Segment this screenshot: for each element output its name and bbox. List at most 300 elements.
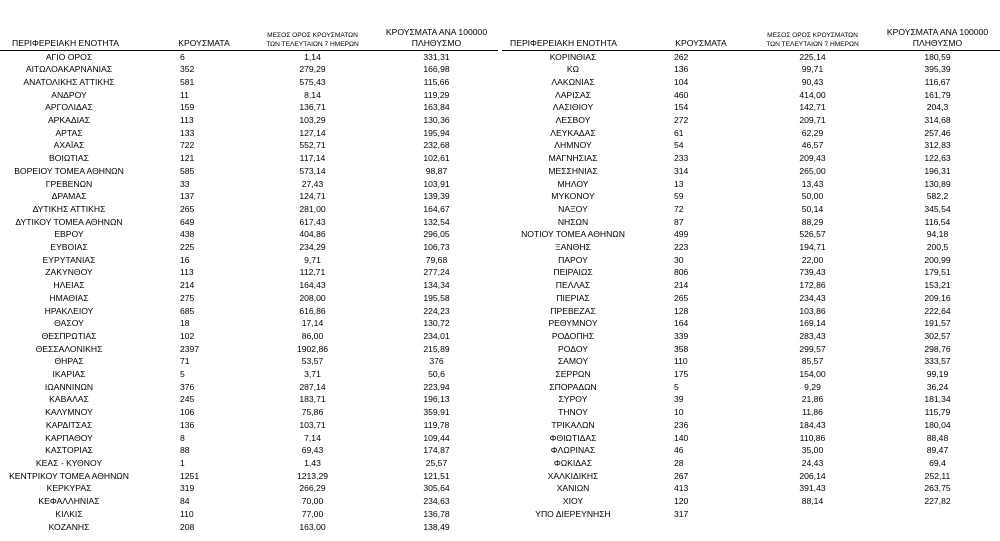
per-100k-cell: 234,01 — [423, 330, 450, 341]
region-cell: ΘΕΣΣΑΛΟΝΙΚΗΣ — [35, 343, 103, 354]
region-cell: ΡΕΘΥΜΝΟΥ — [548, 318, 598, 329]
cases-cell: 319 — [180, 483, 195, 494]
per-100k-cell: 116,54 — [924, 216, 951, 227]
per-100k-cell: 122,63 — [924, 153, 951, 164]
cases-cell: 61 — [674, 127, 684, 138]
per-100k-cell: 333,57 — [924, 356, 951, 367]
cases-cell: 140 — [674, 432, 689, 443]
per-100k-cell: 223,94 — [423, 381, 450, 392]
avg-7-days-cell: 552,71 — [299, 140, 326, 151]
table-row — [502, 228, 1000, 241]
per-100k-cell: 115,66 — [423, 76, 450, 87]
table-row — [0, 355, 498, 368]
avg-7-days-cell: 99,71 — [801, 64, 824, 75]
region-cell: ΧΙΟΥ — [562, 496, 584, 507]
table-row — [502, 165, 1000, 178]
cases-cell: 262 — [674, 51, 689, 62]
per-100k-cell: 79,68 — [425, 254, 448, 265]
region-cell: ΦΩΚΙΔΑΣ — [553, 458, 593, 468]
table-row — [502, 330, 1000, 343]
region-cell: ΚΑΣΤΟΡΙΑΣ — [45, 445, 93, 456]
table-row — [0, 470, 498, 483]
cases-cell: 46 — [674, 445, 684, 456]
region-cell: ΘΗΡΑΣ — [54, 356, 84, 367]
table-row — [0, 127, 498, 140]
per-100k-cell: 359,91 — [423, 407, 450, 418]
region-cell: ΝΟΤΙΟΥ ΤΟΜΕΑ ΑΘΗΝΩΝ — [521, 229, 625, 240]
table-row — [0, 343, 498, 356]
per-100k-cell: 106,73 — [423, 242, 450, 253]
table-row — [0, 317, 498, 330]
avg-7-days-cell: 53,57 — [301, 356, 324, 367]
avg-7-days-cell: 283,43 — [799, 330, 826, 341]
region-cell: ΑΝΑΤΟΛΙΚΗΣ ΑΤΤΙΚΗΣ — [23, 76, 115, 87]
per-100k-cell: 153,21 — [924, 280, 951, 291]
avg-7-days-cell: 24,43 — [801, 458, 824, 468]
region-cell: ΚΩ — [566, 64, 580, 75]
avg-7-days-cell: 234,43 — [799, 292, 826, 303]
avg-7-days-cell: 88,29 — [801, 216, 824, 227]
per-100k-cell: 130,89 — [924, 178, 951, 189]
region-cell: ΡΟΔΟΥ — [558, 343, 588, 354]
region-cell: ΑΓΙΟ ΟΡΟΣ — [45, 51, 93, 62]
table-row — [0, 152, 498, 165]
per-100k-cell: 130,36 — [423, 115, 450, 126]
avg-7-days-cell: 75,86 — [301, 407, 324, 418]
cases-cell: 128 — [674, 305, 689, 316]
table-row — [502, 139, 1000, 152]
per-100k-cell: 132,54 — [423, 216, 450, 227]
per-100k-cell: 25,57 — [425, 458, 448, 468]
cases-cell: 413 — [674, 483, 689, 494]
table-row — [502, 50, 1000, 63]
table-row — [0, 101, 498, 114]
table-row — [502, 292, 1000, 305]
per-100k-cell: 174,87 — [423, 445, 450, 456]
cases-cell: 106 — [180, 407, 195, 418]
region-cell: ΑΧΑΪΑΣ — [53, 140, 85, 151]
table-row — [0, 495, 498, 508]
header-avg-7-days — [750, 0, 875, 50]
cases-cell: 499 — [674, 229, 689, 240]
avg-7-days-cell: 142,71 — [799, 102, 826, 113]
region-cell: ΚΕΡΚΥΡΑΣ — [46, 483, 92, 494]
region-cell: ΧΑΛΚΙΔΙΚΗΣ — [547, 470, 599, 481]
table-row — [502, 254, 1000, 267]
table-row — [502, 482, 1000, 495]
table-row — [502, 178, 1000, 191]
cases-cell: 18 — [180, 318, 190, 329]
region-cell: ΕΒΡΟΥ — [54, 229, 84, 240]
avg-7-days-cell: 1213,29 — [296, 470, 329, 481]
per-100k-cell: 224,23 — [423, 305, 450, 316]
cases-cell: 2397 — [180, 343, 200, 354]
cases-cell: 5 — [674, 381, 679, 392]
right-table-panel — [502, 0, 1000, 521]
region-cell: ΗΜΑΘΙΑΣ — [49, 292, 89, 303]
table-row — [0, 508, 498, 521]
cases-cell: 136 — [674, 64, 689, 75]
table-row — [502, 432, 1000, 445]
avg-7-days-cell: 103,71 — [299, 419, 326, 430]
table-row — [0, 457, 498, 470]
region-cell: ΝΑΞΟΥ — [558, 203, 588, 214]
region-cell: ΚΑΛΥΜΝΟΥ — [45, 407, 93, 418]
cases-cell: 265 — [180, 203, 195, 214]
per-100k-cell — [875, 508, 1000, 521]
region-cell: ΘΕΣΠΡΩΤΙΑΣ — [41, 330, 97, 341]
cases-cell: 113 — [180, 115, 194, 126]
per-100k-cell: 139,39 — [423, 191, 450, 202]
header-row — [502, 0, 1000, 50]
per-100k-cell: 209,16 — [924, 292, 951, 303]
table-row — [0, 203, 498, 216]
per-100k-cell: 109,44 — [423, 432, 450, 443]
per-100k-cell: 200,5 — [926, 242, 949, 253]
cases-table-left — [0, 0, 498, 533]
region-cell: ΛΗΜΝΟΥ — [554, 140, 592, 151]
per-100k-cell: 296,05 — [423, 229, 450, 240]
region-cell: ΛΑΡΙΣΑΣ — [555, 89, 591, 100]
cases-cell: 71 — [180, 356, 190, 367]
avg-7-days-cell: 112,71 — [299, 267, 326, 278]
table-row — [502, 305, 1000, 318]
cases-cell: 84 — [180, 496, 190, 507]
avg-7-days-cell: 154,00 — [799, 369, 826, 380]
avg-7-days-cell: 526,57 — [799, 229, 826, 240]
avg-7-days-cell: 194,71 — [799, 242, 826, 253]
cases-cell: 120 — [674, 496, 689, 507]
per-100k-cell: 305,64 — [423, 483, 450, 494]
region-cell: ΜΑΓΝΗΣΙΑΣ — [548, 153, 598, 164]
cases-cell: 10 — [674, 407, 684, 418]
header-per-line1: ΚΡΟΥΣΜΑΤΑ ΑΝΑ 100000 — [385, 26, 488, 37]
header-per-line1: ΚΡΟΥΣΜΑΤΑ ΑΝΑ 100000 — [886, 26, 989, 37]
region-cell: ΠΑΡΟΥ — [558, 254, 588, 265]
cases-cell: 5 — [180, 369, 185, 380]
avg-7-days-cell: 391,43 — [799, 483, 826, 494]
per-100k-cell: 136,78 — [423, 508, 450, 519]
table-row — [0, 50, 498, 63]
region-cell: ΤΗΝΟΥ — [558, 407, 588, 418]
cases-cell: 225 — [180, 242, 195, 253]
cases-cell: 39 — [674, 394, 684, 405]
per-100k-cell: 222,64 — [924, 305, 951, 316]
table-row — [502, 343, 1000, 356]
table-row — [0, 63, 498, 76]
cases-cell: 133 — [180, 127, 195, 138]
cases-cell: 460 — [674, 89, 689, 100]
per-100k-cell: 99,19 — [926, 369, 949, 380]
header-per-100k — [375, 0, 498, 50]
region-cell: ΛΑΚΩΝΙΑΣ — [551, 76, 595, 87]
per-100k-cell: 119,78 — [423, 419, 450, 430]
per-100k-cell: 179,51 — [924, 267, 951, 278]
region-cell: ΦΛΩΡΙΝΑΣ — [550, 445, 596, 456]
header-per-line2: ΠΛΗΘΥΣΜΟ — [411, 37, 462, 48]
per-100k-cell: 134,34 — [423, 280, 450, 291]
table-row — [0, 254, 498, 267]
per-100k-cell: 116,67 — [924, 76, 951, 87]
table-row — [0, 305, 498, 318]
avg-7-days-cell: 22,00 — [801, 254, 824, 265]
cases-cell: 339 — [674, 330, 689, 341]
table-row — [502, 406, 1000, 419]
region-cell: ΑΝΔΡΟΥ — [51, 89, 87, 100]
per-100k-cell: 277,24 — [423, 267, 450, 278]
region-cell: ΝΗΣΩΝ — [557, 216, 589, 227]
table-row — [502, 89, 1000, 102]
left-table-body — [0, 50, 498, 533]
avg-7-days-cell: 13,43 — [801, 178, 824, 189]
cases-cell: 59 — [674, 191, 684, 202]
avg-7-days-cell: 90,43 — [801, 76, 824, 87]
cases-cell: 272 — [674, 115, 689, 126]
per-100k-cell: 130,72 — [423, 318, 450, 329]
per-100k-cell: 69,4 — [929, 458, 946, 468]
per-100k-cell: 88,48 — [926, 432, 949, 443]
table-row — [0, 432, 498, 445]
per-100k-cell: 196,13 — [423, 394, 450, 405]
per-100k-cell: 196,31 — [924, 165, 951, 176]
cases-cell: 8 — [180, 432, 185, 443]
per-100k-cell: 121,51 — [423, 470, 450, 481]
table-row — [0, 368, 498, 381]
cases-cell: 236 — [674, 419, 689, 430]
per-100k-cell: 204,3 — [926, 102, 949, 113]
region-cell: ΣΥΡΟΥ — [558, 394, 588, 405]
table-row — [0, 444, 498, 457]
avg-7-days-cell: 46,57 — [801, 140, 824, 151]
cases-cell: 175 — [674, 369, 689, 380]
region-cell: ΠΕΙΡΑΙΩΣ — [553, 267, 593, 278]
region-cell: ΗΡΑΚΛΕΙΟΥ — [44, 305, 94, 316]
cases-table-right — [502, 0, 1000, 521]
avg-7-days-cell: 117,14 — [299, 153, 326, 164]
table-row — [0, 393, 498, 406]
per-100k-cell: 163,84 — [423, 102, 450, 113]
avg-7-days-cell: 184,43 — [799, 419, 826, 430]
region-cell: ΓΡΕΒΕΝΩΝ — [45, 178, 93, 189]
avg-7-days-cell: 9,71 — [304, 254, 321, 265]
region-cell: ΙΚΑΡΙΑΣ — [52, 369, 86, 380]
avg-7-days-cell: 103,86 — [799, 305, 826, 316]
header-cases: ΚΡΟΥΣΜΑΤΑ — [652, 0, 750, 50]
left-table-panel — [0, 0, 498, 533]
table-row — [502, 444, 1000, 457]
header-region: ΠΕΡΙΦΕΡΕΙΑΚΗ ΕΝΟΤΗΤΑ — [502, 0, 652, 50]
table-row — [0, 228, 498, 241]
table-row — [0, 381, 498, 394]
table-row — [502, 508, 1000, 521]
header-avg-line2: ΤΩΝ ΤΕΛΕΥΤΑΙΩΝ 7 ΗΜΕΡΩΝ — [766, 40, 859, 48]
right-table-body — [502, 50, 1000, 521]
region-cell: ΚΑΒΑΛΑΣ — [49, 394, 89, 405]
cases-cell: 6 — [180, 51, 185, 62]
per-100k-cell: 314,68 — [924, 115, 951, 126]
avg-7-days-cell: 208,00 — [299, 292, 326, 303]
cases-cell: 30 — [674, 254, 684, 265]
region-cell: ΕΥΒΟΙΑΣ — [50, 242, 88, 253]
region-cell: ΣΠΟΡΑΔΩΝ — [549, 381, 597, 392]
cases-cell: 16 — [180, 254, 190, 265]
per-100k-cell: 98,87 — [425, 165, 448, 176]
table-row — [0, 241, 498, 254]
region-cell: ΕΥΡΥΤΑΝΙΑΣ — [42, 254, 96, 265]
per-100k-cell: 252,11 — [924, 470, 951, 481]
per-100k-cell: 200,99 — [924, 254, 951, 265]
header-row — [0, 0, 498, 50]
table-row — [0, 190, 498, 203]
region-cell: ΗΛΕΙΑΣ — [53, 280, 85, 291]
cases-cell: 54 — [674, 140, 684, 151]
per-100k-cell: 345,54 — [924, 203, 951, 214]
per-100k-cell: 376 — [429, 356, 444, 367]
table-row — [502, 457, 1000, 470]
cases-cell: 104 — [674, 76, 689, 87]
cases-cell: 352 — [180, 64, 195, 75]
region-cell: ΚΑΡΔΙΤΣΑΣ — [45, 419, 93, 430]
table-row — [502, 241, 1000, 254]
region-cell: ΑΡΓΟΛΙΔΑΣ — [45, 102, 93, 113]
per-100k-cell: 302,57 — [924, 330, 951, 341]
cases-cell: 806 — [674, 267, 689, 278]
avg-7-days-cell: 172,86 — [799, 280, 826, 291]
table-row — [502, 76, 1000, 89]
table-row — [502, 368, 1000, 381]
table-row — [0, 279, 498, 292]
table-row — [502, 381, 1000, 394]
avg-7-days-cell: 103,29 — [299, 115, 326, 126]
table-row — [0, 482, 498, 495]
avg-7-days-cell: 287,14 — [299, 381, 326, 392]
region-cell: ΚΕΦΑΛΛΗΝΙΑΣ — [38, 496, 100, 507]
cases-cell: 275 — [180, 292, 195, 303]
avg-7-days-cell: 209,43 — [799, 153, 826, 164]
per-100k-cell: 180,59 — [924, 51, 951, 62]
per-100k-cell: 298,76 — [924, 343, 951, 354]
avg-7-days-cell: 124,71 — [299, 191, 326, 202]
cases-cell: 649 — [180, 216, 195, 227]
table-row — [502, 63, 1000, 76]
per-100k-cell: 234,63 — [423, 496, 450, 507]
avg-7-days-cell: 1,14 — [304, 51, 321, 62]
per-100k-cell: 582,2 — [926, 191, 949, 202]
avg-7-days-cell: 573,14 — [299, 165, 326, 176]
table-row — [0, 419, 498, 432]
table-row — [502, 317, 1000, 330]
cases-cell: 214 — [180, 280, 195, 291]
region-cell: ΚΙΛΚΙΣ — [55, 508, 83, 519]
cases-cell: 314 — [674, 165, 689, 176]
cases-cell: 581 — [180, 76, 195, 87]
region-cell: ΑΡΤΑΣ — [55, 127, 83, 138]
region-cell: ΡΟΔΟΠΗΣ — [551, 330, 595, 341]
table-row — [0, 76, 498, 89]
avg-7-days-cell: 77,00 — [301, 508, 324, 519]
cases-cell: 88 — [180, 445, 190, 456]
avg-7-days-cell: 169,14 — [799, 318, 826, 329]
region-cell: ΠΡΕΒΕΖΑΣ — [550, 305, 596, 316]
table-row — [0, 266, 498, 279]
avg-7-days-cell: 414,00 — [799, 89, 826, 100]
avg-7-days-cell: 17,14 — [301, 318, 324, 329]
cases-cell: 376 — [180, 381, 195, 392]
region-cell: ΑΡΚΑΔΙΑΣ — [47, 115, 91, 126]
header-cases: ΚΡΟΥΣΜΑΤΑ — [158, 0, 250, 50]
cases-cell: 121 — [180, 153, 195, 164]
header-per-100k — [875, 0, 1000, 50]
avg-7-days-cell: 50,00 — [801, 191, 824, 202]
avg-7-days-cell: 8,14 — [304, 89, 321, 100]
region-cell: ΛΕΥΚΑΔΑΣ — [550, 127, 596, 138]
cases-cell: 137 — [180, 191, 195, 202]
avg-7-days-cell: 35,00 — [801, 445, 824, 456]
avg-7-days-cell: 299,57 — [799, 343, 826, 354]
cases-cell: 113 — [180, 267, 194, 278]
cases-cell: 1 — [180, 458, 185, 468]
region-cell: ΒΟΡΕΙΟΥ ΤΟΜΕΑ ΑΘΗΝΩΝ — [14, 165, 124, 176]
avg-7-days-cell: 163,00 — [299, 521, 326, 532]
avg-7-days-cell: 21,86 — [801, 394, 824, 405]
cases-cell: 11 — [180, 89, 189, 100]
avg-7-days-cell: 739,43 — [799, 267, 826, 278]
cases-cell: 214 — [674, 280, 689, 291]
per-100k-cell: 257,46 — [924, 127, 951, 138]
region-cell: ΞΑΝΘΗΣ — [555, 242, 591, 253]
avg-7-days-cell: 86,00 — [301, 330, 324, 341]
table-row — [0, 521, 498, 534]
table-row — [502, 393, 1000, 406]
per-100k-cell: 138,49 — [423, 521, 450, 532]
table-row — [0, 292, 498, 305]
table-row — [0, 139, 498, 152]
region-cell: ΥΠΟ ΔΙΕΡΕΥΝΗΣΗ — [535, 508, 611, 519]
table-row — [0, 178, 498, 191]
region-cell: ΚΟΡΙΝΘΙΑΣ — [549, 51, 597, 62]
per-100k-cell: 166,98 — [423, 64, 450, 75]
table-row — [502, 419, 1000, 432]
region-cell: ΠΕΛΛΑΣ — [555, 280, 591, 291]
cases-cell: 722 — [180, 140, 195, 151]
avg-7-days-cell: 69,43 — [301, 445, 324, 456]
table-row — [502, 495, 1000, 508]
header-region: ΠΕΡΙΦΕΡΕΙΑΚΗ ΕΝΟΤΗΤΑ — [0, 0, 158, 50]
region-cell: ΚΕΑΣ - ΚΥΘΝΟΥ — [35, 458, 103, 468]
cases-cell: 102 — [180, 330, 195, 341]
avg-7-days-cell: 281,00 — [299, 203, 326, 214]
header-avg-line1: ΜΕΣΟΣ ΟΡΟΣ ΚΡΟΥΣΜΑΤΩΝ — [767, 31, 858, 39]
table-row — [502, 127, 1000, 140]
per-100k-cell: 263,75 — [924, 483, 951, 494]
per-100k-cell: 115,79 — [924, 407, 951, 418]
per-100k-cell: 164,67 — [423, 203, 450, 214]
per-100k-cell: 191,57 — [924, 318, 951, 329]
table-row — [502, 355, 1000, 368]
table-row — [502, 114, 1000, 127]
cases-cell: 1251 — [180, 470, 200, 481]
cases-cell: 585 — [180, 165, 195, 176]
per-100k-cell: 195,58 — [423, 292, 450, 303]
region-cell: ΧΑΝΙΩΝ — [556, 483, 590, 494]
region-cell: ΣΑΜΟΥ — [557, 356, 589, 367]
per-100k-cell: 103,91 — [423, 178, 450, 189]
cases-cell: 233 — [674, 153, 689, 164]
table-row — [502, 101, 1000, 114]
avg-7-days-cell: 279,29 — [299, 64, 326, 75]
per-100k-cell: 227,82 — [924, 496, 951, 507]
cases-cell: 245 — [180, 394, 195, 405]
